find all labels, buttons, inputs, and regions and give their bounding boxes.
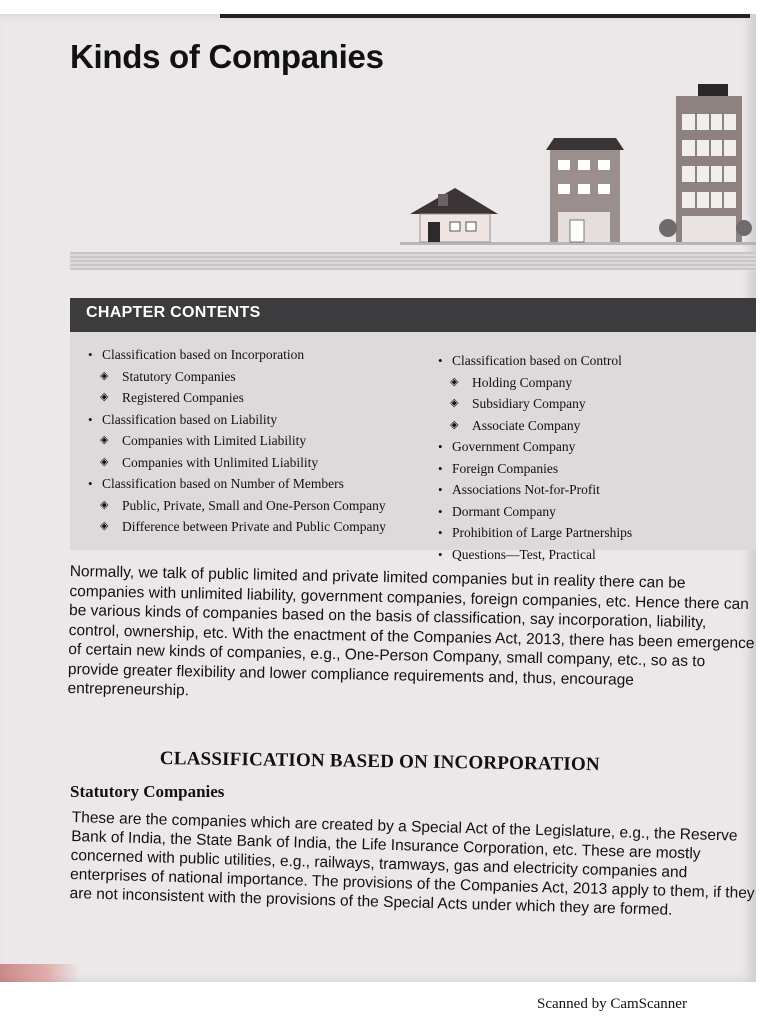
scanner-watermark: Scanned by CamScanner [537, 996, 687, 1012]
diamond-bullet-icon: ◈ [450, 418, 459, 431]
buildings-illustration [400, 82, 756, 252]
house-icon [410, 188, 498, 242]
contents-bullet-item [436, 350, 632, 372]
contents-sub-item [86, 387, 386, 409]
contents-item-label: Classification based on Incorporation [102, 347, 305, 362]
contents-sub-item [436, 415, 632, 437]
chapter-contents-header [70, 298, 756, 332]
chapter-title: Kinds of Companies [70, 38, 384, 75]
diamond-bullet-icon: ◈ [100, 455, 109, 468]
page-corner-stain [0, 964, 80, 982]
top-rule [220, 14, 750, 18]
contents-item-label: Prohibition of Large Partnerships [452, 525, 633, 540]
contents-item-label: Associate Company [472, 417, 581, 433]
contents-bullet-item [436, 458, 632, 480]
intro-paragraph: Normally, we talk of public limited and private limited companies but in reality there can be companies with unlimited liability, government companies, foreign companies, etc. Hence there can be various kinds of companies based on the basis of classification, say incorporation, liability, control, ownership, etc. With the enactment of the Companies Act, 2013, there has been emergence of certain new kinds of companies, e.g., One-Person Company, small company, etc., so as to provide greater flexibility and lower compliance requirements and, thus, encourage entrepreneurship. [67, 562, 755, 700]
diamond-bullet-icon: ◈ [450, 375, 459, 388]
contents-bullet-item [86, 409, 386, 431]
diamond-bullet-icon: ◈ [100, 391, 109, 403]
contents-bullet-item [436, 522, 632, 544]
contents-item-label: Difference between Private and Public Company [122, 519, 387, 534]
contents-bullet-item [436, 501, 632, 523]
contents-item-label: Public, Private, Small and One-Person Company [122, 497, 386, 513]
diamond-bullet-icon: ◈ [100, 498, 109, 511]
decorative-strip [70, 252, 756, 270]
contents-bullet-item [86, 473, 386, 495]
chapter-contents-label: CHAPTER CONTENTS [86, 304, 261, 321]
contents-sub-item [86, 366, 386, 388]
contents-item-label: Subsidiary Company [472, 396, 586, 411]
contents-bullet-item [86, 344, 386, 366]
contents-bullet-item [436, 544, 632, 566]
contents-item-label: Holding Company [472, 374, 573, 390]
diamond-bullet-icon: ◈ [100, 369, 109, 382]
contents-sub-item [86, 516, 386, 538]
contents-sub-item [436, 372, 632, 394]
book-page [0, 14, 756, 982]
contents-item-label: Government Company [452, 439, 576, 454]
contents-item-label: Classification based on Control [452, 353, 622, 368]
contents-bullet-item [436, 436, 632, 458]
contents-sub-item [86, 495, 386, 517]
contents-item-label: Associations Not-for-Profit [452, 482, 600, 497]
subheading-statutory-companies: Statutory Companies [70, 782, 225, 801]
diamond-bullet-icon: ◈ [100, 434, 109, 446]
contents-item-label: Companies with Limited Liability [122, 433, 307, 448]
contents-sub-item [86, 430, 386, 452]
contents-item-label: Registered Companies [122, 390, 244, 405]
contents-bullet-item [436, 479, 632, 501]
contents-item-label: Dormant Company [452, 503, 556, 519]
contents-item-label: Foreign Companies [452, 460, 559, 476]
tower-building-icon [659, 84, 752, 242]
office-building-icon [546, 138, 624, 242]
contents-item-label: Questions—Test, Practical [452, 546, 596, 562]
contents-left-column [86, 344, 386, 538]
statutory-companies-paragraph: These are the companies which are created by a Special Act of the Legislature, e.g., the Reserve Bank of India, the State Bank of India, the Life Insurance Corporation, etc. These are mostly concerned with public utilities, e.g., railways, tramways, gas and electricity companies and enterprises of national importance. The provisions of the Companies Act, 2013 apply to them, if they are not inconsistent with the provisions of the Special Acts under which they are formed. [69, 808, 755, 919]
contents-item-label: Classification based on Number of Members [102, 476, 344, 491]
section-heading: CLASSIFICATION BASED ON INCORPORATION [159, 748, 601, 776]
diamond-bullet-icon: ◈ [100, 520, 109, 532]
contents-sub-item [86, 452, 386, 474]
contents-sub-item [436, 393, 632, 415]
contents-item-label: Classification based on Liability [102, 411, 278, 427]
contents-item-label: Companies with Unlimited Liability [122, 454, 319, 470]
contents-right-column [436, 350, 632, 565]
contents-item-label: Statutory Companies [122, 368, 236, 384]
diamond-bullet-icon: ◈ [450, 397, 459, 409]
